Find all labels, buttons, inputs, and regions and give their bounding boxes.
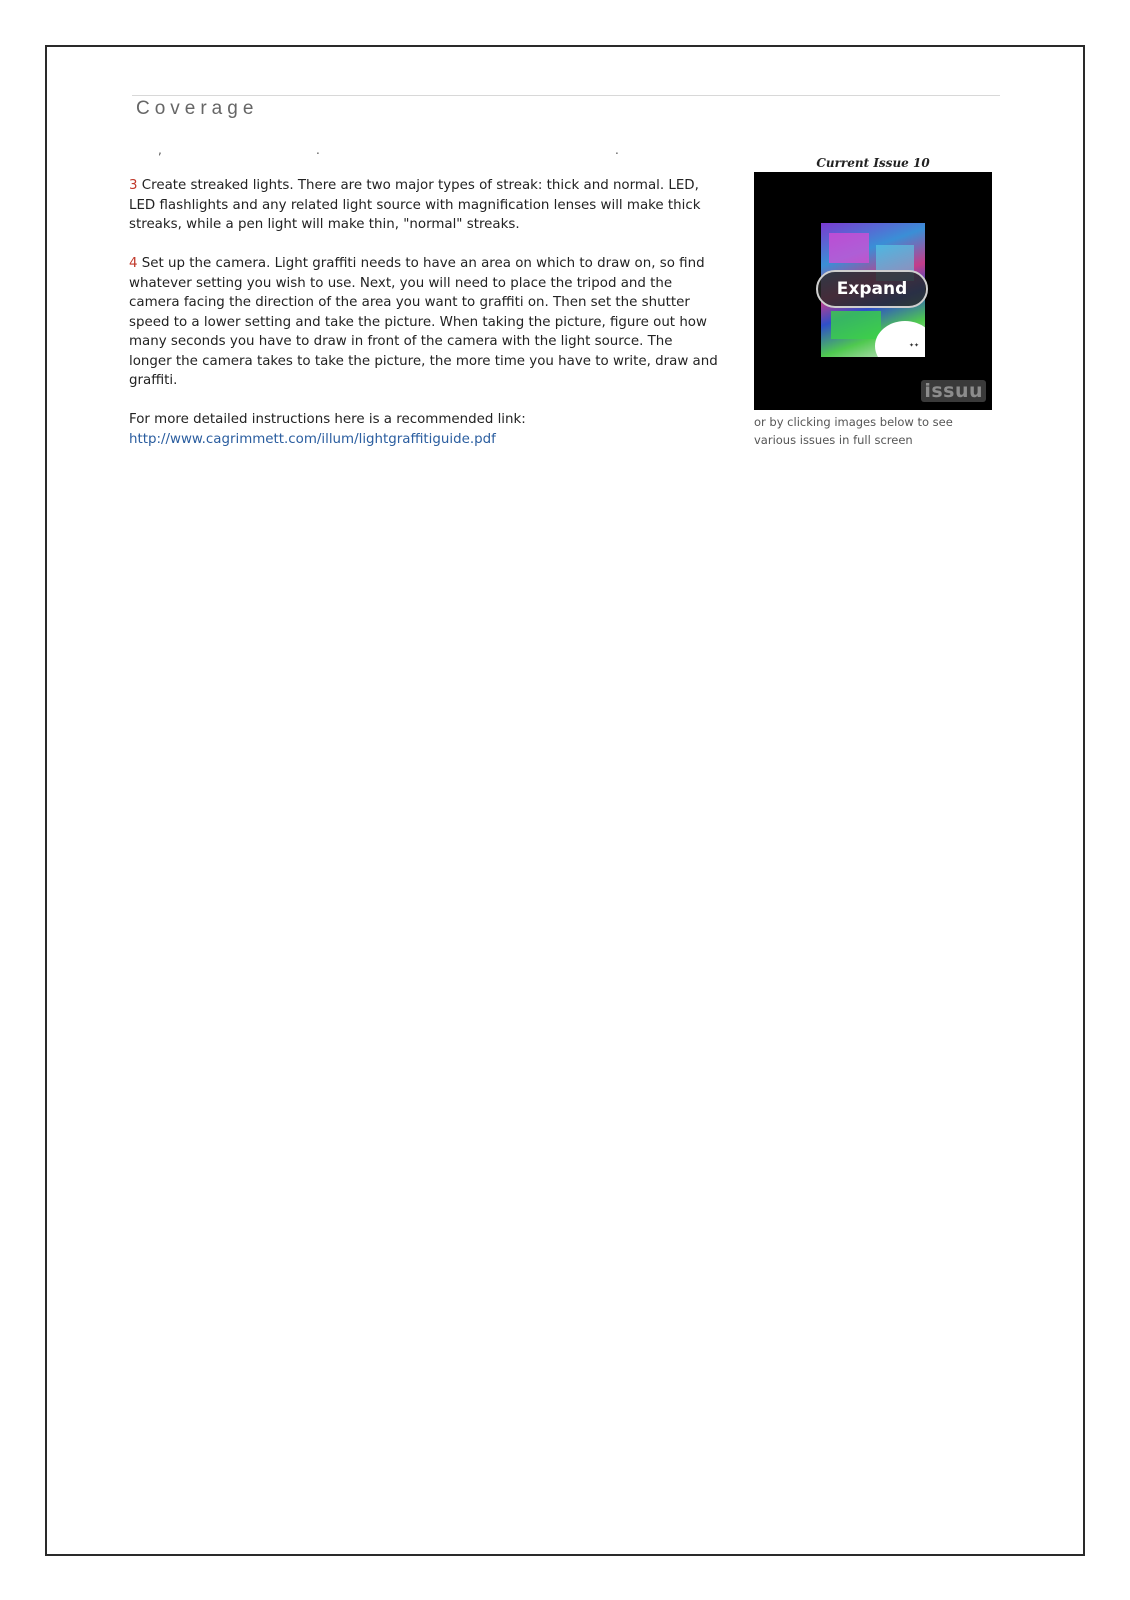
step-text: Create streaked lights. There are two major types of streak: thick and normal. LED, LED flashlights and any related light source with magnification lenses will make thick streaks, while a pen light will make thin, "normal" streaks. <box>129 178 701 232</box>
magazine-cover-image[interactable]: ✦✦ <box>821 223 925 357</box>
step-number: 4 <box>129 256 138 271</box>
more-info-label: For more detailed instructions here is a recommended link: <box>129 412 526 427</box>
stray-mark: . <box>615 143 619 157</box>
article-body <box>129 176 719 469</box>
stray-mark: , <box>158 143 162 157</box>
issuu-logo[interactable]: issuu <box>921 380 986 402</box>
header-divider <box>132 95 1000 96</box>
step-paragraph <box>129 176 719 235</box>
sidebar-caption: or by clicking images below to see various issues in full screen <box>754 415 953 447</box>
guide-link[interactable]: http://www.cagrimmett.com/illum/lightgraffitiguide.pdf <box>129 431 496 447</box>
issue-sidebar <box>754 154 992 449</box>
more-info-paragraph <box>129 410 719 449</box>
page-title: Coverage <box>136 98 259 119</box>
issue-viewer[interactable] <box>754 172 992 410</box>
issue-title: Current Issue 10 <box>816 156 930 170</box>
step-paragraph <box>129 254 719 391</box>
step-number: 3 <box>129 178 138 193</box>
stray-mark: . <box>316 143 320 157</box>
step-text: Set up the camera. Light graffiti needs to have an area on which to draw on, so find whatever setting you wish to use. Next, you will need to place the tripod and the camera facing the direction of the area you want to graffiti on. Then set the shutter speed to a lower setting and take the picture. When taking the picture, figure out how many seconds you have to draw in front of the camera with the light source. The longer the camera takes to take the picture, the more time you have to write, draw and graffiti. <box>129 256 718 388</box>
expand-button[interactable]: Expand <box>816 270 928 308</box>
